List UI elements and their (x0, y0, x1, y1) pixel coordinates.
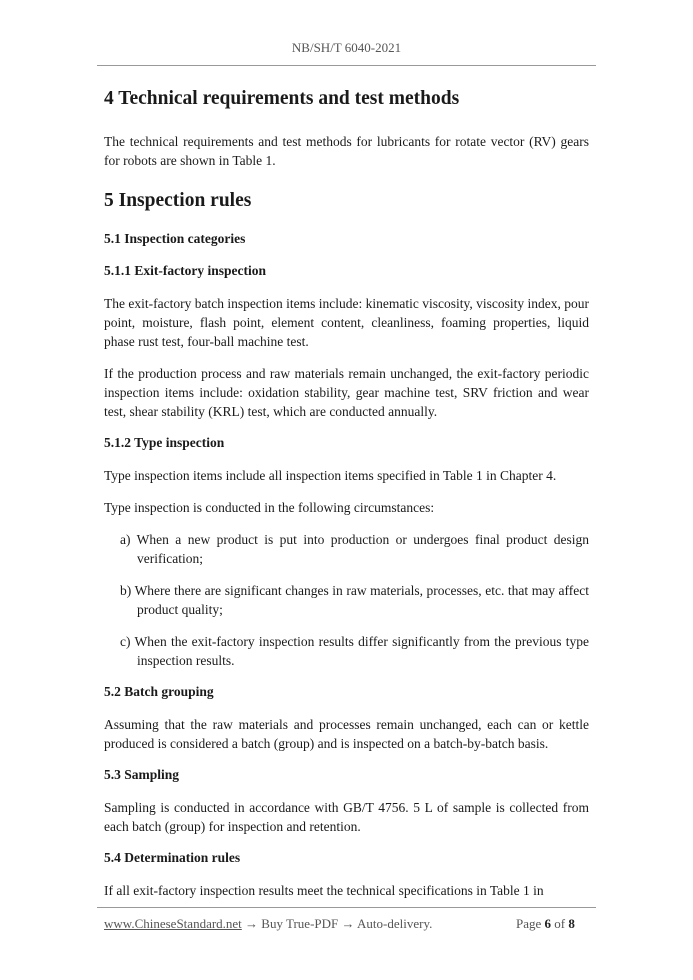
site-link[interactable]: www.ChineseStandard.net (104, 916, 242, 931)
section-5-1-2-heading: 5.1.2 Type inspection (104, 435, 225, 450)
footer-divider (97, 907, 596, 908)
header-divider (97, 65, 596, 66)
page-label: Page (516, 916, 542, 931)
list-item-c: c) When the exit-factory inspection results differ significantly from the previous type inspection results. (120, 634, 589, 668)
of-label: of (554, 916, 566, 931)
section-5-1-1-paragraph-1: The exit-factory batch inspection items include: kinematic viscosity, viscosity index, pour point, moisture, flash point, element content, cleanliness, foaming properties, liquid phase rust test, four-ball machine test. (104, 296, 590, 349)
auto-delivery-text: Auto-delivery. (357, 916, 433, 931)
list-item-a: a) When a new product is put into production or undergoes final product design verification; (120, 532, 589, 566)
section-5-1-1-heading: 5.1.1 Exit-factory inspection (104, 263, 266, 278)
footer-links (104, 916, 432, 932)
section-5-1-heading: 5.1 Inspection categories (104, 231, 246, 246)
arrow-right-icon: → (341, 916, 355, 931)
current-page: 6 (544, 916, 552, 931)
section-4-heading: 4 Technical requirements and test methods (104, 88, 460, 109)
section-5-2-paragraph: Assuming that the raw materials and processes remain unchanged, each can or kettle produced is considered a batch (group) and is inspected on a batch-by-batch basis. (104, 717, 589, 751)
buy-pdf-link[interactable]: Buy True-PDF (261, 916, 339, 931)
arrow-right-icon: → (245, 916, 259, 931)
list-item-b: b) Where there are significant changes in raw materials, processes, etc. that may affect product quality; (120, 583, 589, 617)
section-4-body: The technical requirements and test methods for lubricants for rotate vector (RV) gears for robots are shown in Table 1. (104, 134, 589, 168)
section-5-3-paragraph: Sampling is conducted in accordance with GB/T 4756. 5 L of sample is collected from each batch (group) for inspection and retention. (104, 800, 589, 834)
page-content (104, 86, 589, 913)
document-id-header: NB/SH/T 6040-2021 (291, 40, 402, 55)
section-5-1-2-paragraph-2: Type inspection is conducted in the following circumstances: (104, 500, 435, 515)
section-5-4-paragraph: If all exit-factory inspection results meet the technical specifications in Table 1 in (104, 883, 544, 898)
section-5-4-heading: 5.4 Determination rules (104, 850, 241, 865)
section-5-3-heading: 5.3 Sampling (104, 767, 180, 782)
total-pages: 8 (568, 916, 575, 931)
section-5-heading: 5 Inspection rules (104, 190, 252, 211)
section-5-2-heading: 5.2 Batch grouping (104, 684, 214, 699)
section-5-1-2-paragraph-1: Type inspection items include all inspection items specified in Table 1 in Chapter 4. (104, 468, 557, 483)
section-5-1-1-paragraph-2: If the production process and raw materials remain unchanged, the exit-factory periodic inspection items include: oxidation stability, gear machine test, SRV friction and wear test, shear stability (KRL) test, which are conducted annually. (104, 366, 589, 419)
page-number (516, 916, 575, 932)
